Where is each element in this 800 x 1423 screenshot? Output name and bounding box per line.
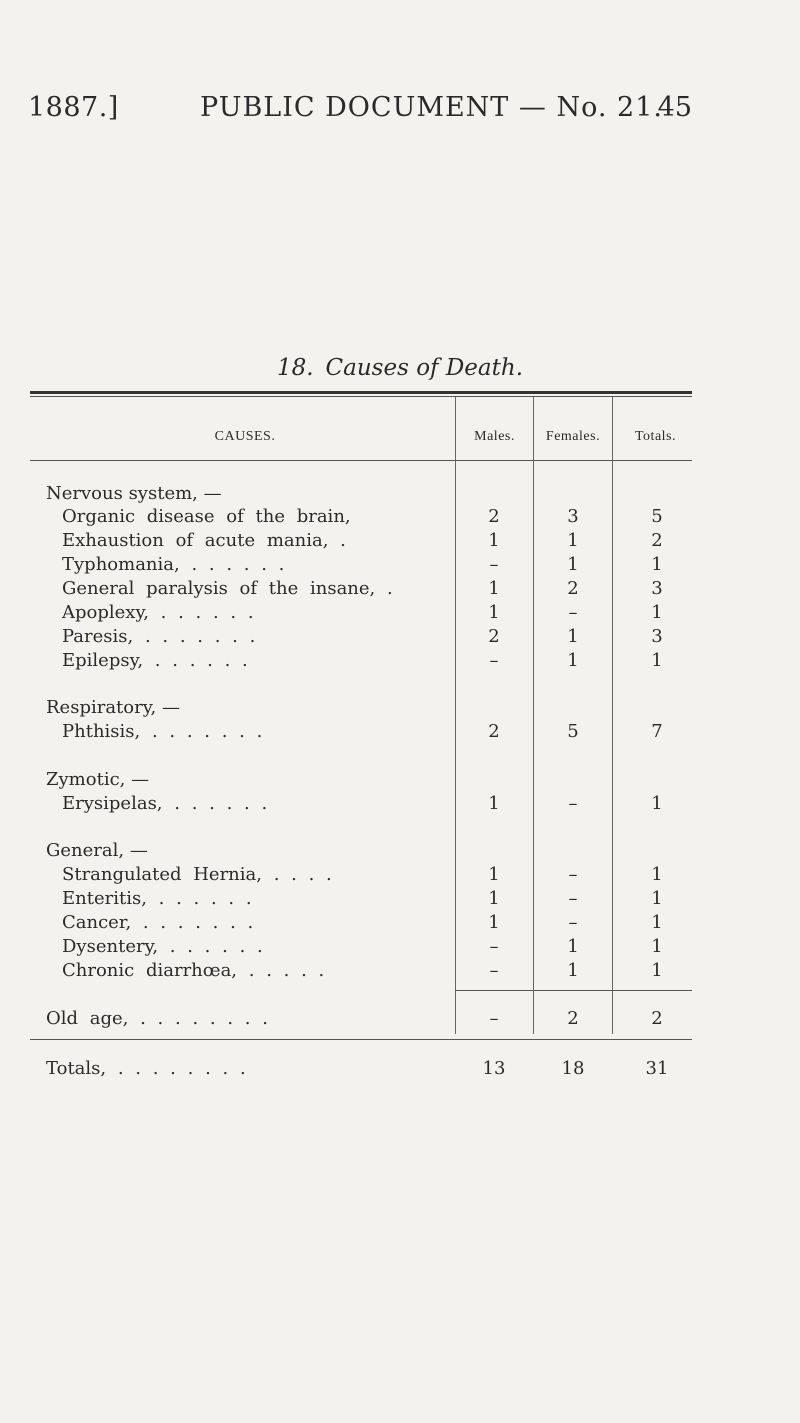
totals-value: 1 bbox=[651, 554, 663, 575]
totals-value: 2 bbox=[651, 530, 663, 551]
males-value: 1 bbox=[488, 888, 500, 909]
cause-label: Apoplexy, . . . . . . bbox=[62, 602, 254, 623]
column-header-totals: Totals. bbox=[634, 429, 676, 444]
table-row bbox=[0, 626, 800, 650]
totals-value: 1 bbox=[651, 888, 663, 909]
males-value: – bbox=[489, 960, 499, 981]
females-value: 3 bbox=[567, 506, 579, 527]
group-heading bbox=[0, 483, 800, 507]
cause-label: Totals, . . . . . . . . bbox=[46, 1058, 246, 1079]
header-document: PUBLIC DOCUMENT — No. 21. bbox=[200, 92, 663, 123]
table-row bbox=[0, 506, 800, 530]
column-header-females: Females. bbox=[545, 429, 601, 444]
table-row bbox=[0, 888, 800, 912]
table-row bbox=[0, 793, 800, 817]
column-header-causes: CAUSES. bbox=[214, 429, 276, 444]
table-top-rule-thin bbox=[30, 396, 692, 397]
females-value: 1 bbox=[567, 554, 579, 575]
cause-label: Strangulated Hernia, . . . . bbox=[62, 864, 332, 885]
column-header-males: Males. bbox=[474, 429, 515, 444]
totals-value: 1 bbox=[651, 793, 663, 814]
cause-label: Dysentery, . . . . . . bbox=[62, 936, 263, 957]
header-bottom-rule bbox=[30, 460, 692, 461]
males-value: 13 bbox=[482, 1058, 506, 1079]
totals-value: 3 bbox=[651, 626, 663, 647]
running-header bbox=[0, 0, 800, 60]
males-value: 1 bbox=[488, 530, 500, 551]
females-value: – bbox=[568, 864, 578, 885]
males-value: 1 bbox=[488, 912, 500, 933]
section-number: 18. bbox=[276, 355, 314, 381]
females-value: 1 bbox=[567, 936, 579, 957]
females-value: 2 bbox=[567, 578, 579, 599]
group-heading bbox=[0, 769, 800, 793]
table-row bbox=[0, 960, 800, 984]
cause-label: Epilepsy, . . . . . . bbox=[62, 650, 248, 671]
table-row bbox=[0, 650, 800, 674]
males-value: 1 bbox=[488, 602, 500, 623]
totals-value: 31 bbox=[645, 1058, 669, 1079]
section-title bbox=[0, 355, 800, 381]
cause-label: General paralysis of the insane, . bbox=[62, 578, 393, 599]
totals-value: 7 bbox=[651, 721, 663, 742]
males-value: 2 bbox=[488, 721, 500, 742]
section-title-text: Causes of Death. bbox=[325, 355, 524, 381]
cause-label: Cancer, . . . . . . . bbox=[62, 912, 254, 933]
table-row bbox=[0, 554, 800, 578]
females-value: – bbox=[568, 912, 578, 933]
totals-value: 1 bbox=[651, 960, 663, 981]
group-label: Respiratory, — bbox=[46, 697, 180, 718]
table-row bbox=[0, 721, 800, 745]
group-heading bbox=[0, 840, 800, 864]
males-value: 1 bbox=[488, 578, 500, 599]
males-value: – bbox=[489, 554, 499, 575]
table-row bbox=[0, 530, 800, 554]
group-label: Zymotic, — bbox=[46, 769, 150, 790]
females-value: – bbox=[568, 793, 578, 814]
females-value: – bbox=[568, 602, 578, 623]
totals-value: 1 bbox=[651, 864, 663, 885]
cause-label: Exhaustion of acute mania, . bbox=[62, 530, 346, 551]
cause-label: Enteritis, . . . . . . bbox=[62, 888, 252, 909]
females-value: 1 bbox=[567, 650, 579, 671]
males-value: – bbox=[489, 650, 499, 671]
cause-label: Paresis, . . . . . . . bbox=[62, 626, 256, 647]
cause-label: Organic disease of the brain, bbox=[62, 506, 351, 527]
totals-value: 3 bbox=[651, 578, 663, 599]
cause-label: Chronic diarrhœa, . . . . . bbox=[62, 960, 325, 981]
table-row bbox=[0, 912, 800, 936]
table-row bbox=[0, 578, 800, 602]
totals-rule bbox=[455, 990, 692, 991]
totals-value: 2 bbox=[651, 1008, 663, 1029]
totals-value: 1 bbox=[651, 912, 663, 933]
cause-label: Erysipelas, . . . . . . bbox=[62, 793, 268, 814]
males-value: – bbox=[489, 936, 499, 957]
table-row bbox=[0, 936, 800, 960]
males-value: 1 bbox=[488, 793, 500, 814]
table-row bbox=[0, 602, 800, 626]
header-year: 1887.] bbox=[28, 92, 119, 123]
totals-value: 5 bbox=[651, 506, 663, 527]
females-value: 2 bbox=[567, 1008, 579, 1029]
totals-value: 1 bbox=[651, 936, 663, 957]
table-row bbox=[0, 1008, 800, 1032]
cause-label: Old age, . . . . . . . . bbox=[46, 1008, 268, 1029]
females-value: 1 bbox=[567, 626, 579, 647]
totals-value: 1 bbox=[651, 602, 663, 623]
females-value: 1 bbox=[567, 960, 579, 981]
group-label: Nervous system, — bbox=[46, 483, 222, 504]
females-value: 1 bbox=[567, 530, 579, 551]
table-top-rule bbox=[30, 391, 692, 394]
group-heading bbox=[0, 697, 800, 721]
table-bottom-rule bbox=[30, 1039, 692, 1040]
totals-value: 1 bbox=[651, 650, 663, 671]
totals-row bbox=[0, 1058, 800, 1082]
females-value: 18 bbox=[561, 1058, 585, 1079]
males-value: 2 bbox=[488, 506, 500, 527]
cause-label: Typhomania, . . . . . . bbox=[62, 554, 285, 575]
males-value: 2 bbox=[488, 626, 500, 647]
table-row bbox=[0, 864, 800, 888]
females-value: – bbox=[568, 888, 578, 909]
males-value: – bbox=[489, 1008, 499, 1029]
males-value: 1 bbox=[488, 864, 500, 885]
group-label: General, — bbox=[46, 840, 148, 861]
cause-label: Phthisis, . . . . . . . bbox=[62, 721, 263, 742]
females-value: 5 bbox=[567, 721, 579, 742]
header-page-number: 45 bbox=[657, 92, 692, 123]
